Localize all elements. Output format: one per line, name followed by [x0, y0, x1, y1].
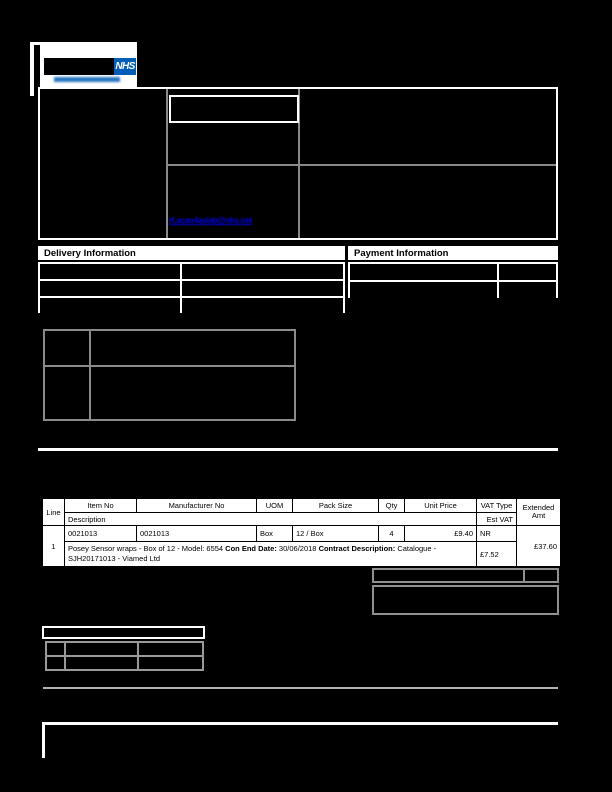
- col-header-uom: UOM: [257, 499, 293, 513]
- description-date: 30/06/2018: [276, 544, 319, 553]
- divider: [89, 331, 91, 419]
- redacted-footer-box: [42, 626, 205, 639]
- cell-extended-amt: £37.60: [534, 541, 557, 551]
- col-header-description: Description: [65, 513, 477, 526]
- delivery-information-title: Delivery Information: [44, 248, 136, 259]
- redacted-cell: [499, 264, 556, 280]
- trust-subtitle-smudge: [54, 77, 120, 82]
- line-items-table: [41, 497, 562, 568]
- divider: [38, 260, 345, 262]
- redacted-order-number-box: [169, 95, 299, 123]
- col-header-pack-size: Pack Size: [293, 499, 379, 513]
- redacted-mid-section: [38, 313, 558, 451]
- delivery-information-table: [40, 264, 343, 313]
- description-text: Posey Sensor wraps - Box of 12 - Model: 6554: [68, 544, 226, 553]
- cell-line-no: 1: [43, 526, 65, 566]
- nhs-logo: [114, 58, 136, 75]
- payment-information-section: [348, 244, 558, 298]
- nhs-logo-text: NHS: [115, 61, 135, 72]
- cell-item-no: 0021013: [65, 526, 137, 542]
- cell-qty: 4: [379, 526, 405, 542]
- redacted-cell: [499, 282, 556, 298]
- divider: [45, 365, 294, 367]
- col-header-manufacturer-no: Manufacturer No: [137, 499, 257, 513]
- cell-uom: Box: [257, 526, 293, 542]
- order-header-box: [38, 87, 558, 240]
- col-header-extended-amt: Extended Amt: [517, 499, 560, 526]
- redacted-footer-table: [45, 641, 204, 671]
- col-header-qty: Qty: [379, 499, 405, 513]
- contact-email-link[interactable]: rf.acan4aslab@nhs.net: [169, 216, 253, 225]
- footer-divider: [43, 687, 558, 689]
- redacted-cell: [350, 282, 497, 298]
- cell-description: [65, 542, 477, 566]
- col-header-vat-type: VAT Type: [477, 499, 517, 513]
- col-header-item-no: Item No: [65, 499, 137, 513]
- divider: [47, 655, 202, 657]
- cell-manufacturer-no: 0021013: [137, 526, 257, 542]
- delivery-information-section: [38, 244, 345, 313]
- divider: [166, 164, 556, 166]
- redacted-cell: [182, 298, 343, 313]
- redacted-cell: [350, 264, 497, 280]
- redacted-cell: [40, 264, 180, 279]
- cell-est-vat: £7.52: [477, 542, 517, 566]
- description-con-end-date-label: Con End Date:: [225, 544, 277, 553]
- cell-unit-price: £9.40: [405, 526, 477, 542]
- divider: [523, 570, 525, 581]
- col-header-unit-price: Unit Price: [405, 499, 477, 513]
- payment-information-table: [350, 264, 556, 298]
- redacted-total-box: [372, 585, 559, 615]
- redacted-cell: [40, 298, 180, 313]
- payment-information-title: Payment Information: [354, 248, 449, 259]
- redacted-cell: [40, 281, 180, 296]
- footer-note-box-top-border: [42, 722, 558, 725]
- cell-vat-type: NR: [477, 526, 517, 542]
- description-contract-label: Contract Description:: [318, 544, 396, 553]
- redacted-subtotal-box: [372, 568, 559, 583]
- col-header-line: Line: [43, 499, 65, 526]
- cell-pack-size: 12 / Box: [293, 526, 379, 542]
- redacted-detail-table: [43, 329, 296, 421]
- divider: [348, 260, 558, 262]
- redacted-cell: [182, 264, 343, 279]
- redacted-trust-name: [44, 58, 114, 75]
- redacted-cell: [182, 281, 343, 296]
- col-header-est-vat: Est VAT: [477, 513, 517, 526]
- description-catalogue: Catalogue - SJH20171013 - Viamed Ltd: [68, 544, 437, 563]
- footer-note-box-left-border: [42, 725, 45, 758]
